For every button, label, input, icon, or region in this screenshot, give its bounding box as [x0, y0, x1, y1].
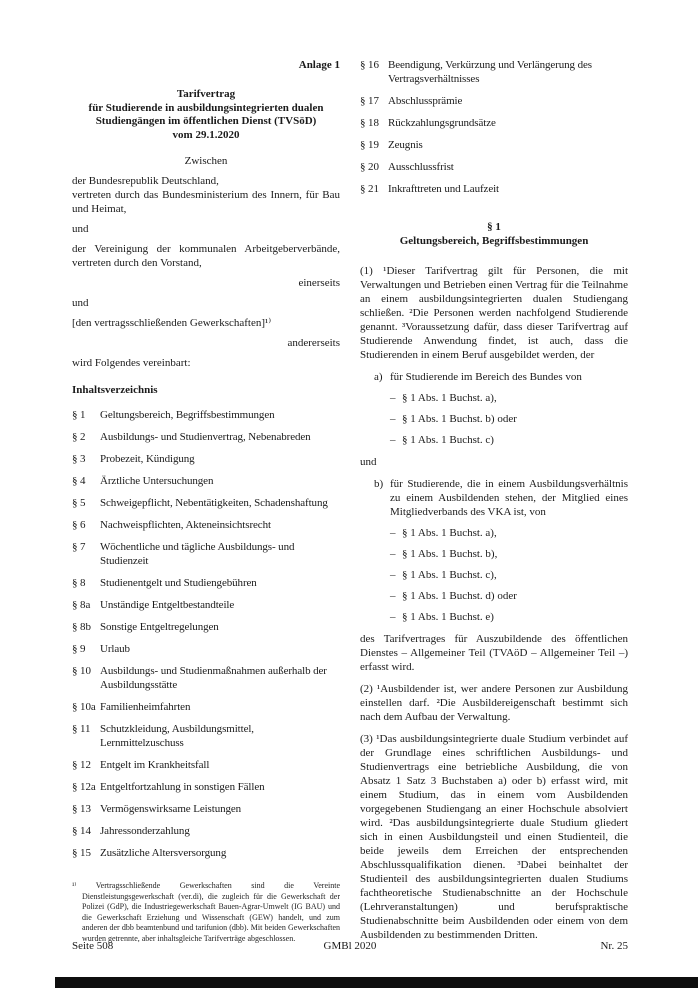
dash-list-item	[360, 526, 628, 540]
andererseits-label: andererseits	[287, 337, 340, 349]
document-title	[72, 88, 340, 142]
toc-entry	[360, 160, 628, 174]
closing-text: des Tarifvertrages für Auszubildende des öffentlichen Dienstes – Allgemeiner Teil (TVAöD – Allgemeiner Teil –) erfasst wird.	[360, 633, 628, 673]
toc-entry-label: Urlaub	[100, 643, 130, 655]
paragraph-text: ¹Ausbildender ist, wer andere Personen zur Ausbildung einstellen darf. ²Die Ausbildereigenschaft bestimmt sich nach dem Aufbau der Verwaltung.	[360, 683, 629, 723]
dash-icon: –	[390, 527, 396, 539]
toc-entry	[72, 802, 340, 816]
dash-text: § 1 Abs. 1 Buchst. b) oder	[402, 413, 517, 425]
toc-entry-number: § 7	[72, 541, 86, 553]
einerseits-label: einerseits	[298, 277, 340, 289]
dash-text: § 1 Abs. 1 Buchst. a),	[402, 527, 497, 539]
toc-entry-label: Ärztliche Untersuchungen	[100, 475, 214, 487]
letter-list-item	[360, 370, 628, 384]
toc-entry-label: Ausbildungs- und Studienmaßnahmen außerhalb der Ausbildungsstätte	[100, 665, 327, 691]
scan-artifact-bar	[55, 977, 698, 988]
toc-entry-number: § 15	[72, 847, 91, 859]
toc-entry-label: Familienheimfahrten	[100, 701, 191, 713]
toc-heading: Inhaltsverzeichnis	[72, 384, 158, 396]
toc-entry-label: Sonstige Entgeltregelungen	[100, 621, 219, 633]
toc-entry-number: § 2	[72, 431, 86, 443]
toc-entry-label: Ausschlussfrist	[388, 161, 454, 173]
dash-list-item	[360, 589, 628, 603]
footnote-block	[72, 871, 340, 944]
toc-entry	[360, 138, 628, 152]
dash-list-item	[360, 547, 628, 561]
toc-entry-label: Jahressonderzahlung	[100, 825, 190, 837]
toc-entry-number: § 10a	[72, 701, 96, 713]
section-body	[360, 256, 628, 942]
dash-text: § 1 Abs. 1 Buchst. b),	[402, 548, 498, 560]
dash-icon: –	[390, 392, 396, 404]
toc-entry-label: Geltungsbereich, Begriffsbestimmungen	[100, 409, 275, 421]
letter-list-item	[360, 477, 628, 519]
party-employers-association: der Vereinigung der kommunalen Arbeitgeberverbände, vertreten durch den Vorstand,	[72, 243, 340, 269]
toc-entry	[72, 430, 340, 444]
party-federal-line: der Bundesrepublik Deutschland,	[72, 175, 219, 187]
toc-entry	[72, 664, 340, 692]
dash-list-item	[360, 610, 628, 624]
toc-entry	[360, 94, 628, 108]
toc-entry-label: Abschlussprämie	[388, 95, 463, 107]
dash-text: § 1 Abs. 1 Buchst. c),	[402, 569, 497, 581]
paragraph-number: (2)	[360, 683, 373, 695]
toc-entry-label: Vermögenswirksame Leistungen	[100, 803, 242, 815]
party-federal-line: vertreten durch das Bundesministerium des Innern, für Bau und Heimat,	[72, 189, 340, 215]
toc-entry-number: § 19	[360, 139, 379, 151]
toc-entry	[72, 598, 340, 612]
section-number: § 1	[487, 221, 501, 233]
toc-entry-label: Zeugnis	[388, 139, 423, 151]
section-title: Geltungsbereich, Begriffsbestimmungen	[399, 235, 589, 247]
document-title-line: vom 29.1.2020	[172, 128, 240, 141]
dash-text: § 1 Abs. 1 Buchst. d) oder	[402, 590, 517, 602]
connector-und-2: und	[72, 297, 89, 309]
toc-entry-label: Zusätzliche Altersversorgung	[100, 847, 227, 859]
toc-entry-label: Ausbildungs- und Studienvertrag, Nebenabreden	[100, 431, 311, 443]
paragraph-number: (1)	[360, 265, 373, 277]
toc-entry-number: § 10	[72, 665, 91, 677]
document-title-line: Studiengängen im öffentlichen Dienst (TVSöD)	[95, 115, 317, 127]
toc-entry-label: Wöchentliche und tägliche Ausbildungs- und Studienzeit	[100, 541, 295, 567]
dash-text: § 1 Abs. 1 Buchst. c)	[402, 434, 494, 446]
footnote	[72, 881, 340, 944]
toc-entry	[72, 824, 340, 838]
toc-entry	[72, 540, 340, 568]
toc-entry-number: § 12	[72, 759, 91, 771]
toc-entry	[72, 642, 340, 656]
unions-placeholder: [den vertragsschließenden Gewerkschaften]¹⁾	[72, 317, 272, 329]
toc-entry-number: § 3	[72, 453, 86, 465]
toc-entry-label: Entgeltfortzahlung in sonstigen Fällen	[100, 781, 265, 793]
toc-entry-number: § 16	[360, 59, 379, 71]
dash-text: § 1 Abs. 1 Buchst. e)	[402, 611, 494, 623]
toc-entry-label: Inkrafttreten und Laufzeit	[388, 183, 500, 195]
toc-entry	[72, 408, 340, 422]
toc-entry-number: § 13	[72, 803, 91, 815]
toc-list-right	[360, 58, 628, 204]
footnote-marker: ¹⁾	[72, 881, 77, 890]
letter-marker: a)	[374, 371, 383, 383]
toc-entry-number: § 8a	[72, 599, 91, 611]
toc-entry-label: Probezeit, Kündigung	[100, 453, 195, 465]
toc-entry-label: Unständige Entgeltbestandteile	[100, 599, 235, 611]
toc-entry	[72, 846, 340, 860]
toc-entry-label: Entgelt im Krankheitsfall	[100, 759, 210, 771]
toc-entry-number: § 12a	[72, 781, 96, 793]
left-column	[72, 58, 340, 944]
toc-entry	[360, 58, 628, 86]
toc-entry-number: § 18	[360, 117, 379, 129]
footer-issue-number: Nr. 25	[600, 940, 628, 952]
paragraph	[360, 682, 628, 724]
paragraph	[360, 264, 628, 362]
dash-list-item	[360, 412, 628, 426]
toc-entry	[72, 496, 340, 510]
toc-entry-number: § 8	[72, 577, 86, 589]
two-column-layout	[72, 58, 628, 944]
toc-entry	[72, 780, 340, 794]
paragraph-text: ¹Das ausbildungsintegrierte duale Studium verbindet auf der Grundlage eines schriftlichen Ausbildungs- und Studienvertrags eine betriebliche Ausbildung, die von Absatz 1 Satz 3 Buchstaben a) oder b) erfasst wird, mit einem Studium, das in einem vom Ausbildenden vorgegebenen Studiengang an einer Hochschule absolviert wird. ²Das ausbildungsintegrierte duale Studium gliedert sich in einen Ausbildungsteil und einen Studienteil, die beide jeweils dem Erreichen der entsprechenden Abschlussqualifikation dienen. ³Dabei beinhaltet der Studienteil des ausbildungsintegrierten dualen Studiums fachtheoretische Studienabschnitte an der Hochschule (Lehrveranstaltungen) und berufspraktische Studienabschnitte beim Ausbildenden oder einem von dem Ausbildenden zu bestimmenden Dritten.	[360, 733, 628, 941]
paragraph-text: ¹Dieser Tarifvertrag gilt für Personen, die mit Verwaltungen und Betrieben einen Vertrag für die Teilnahme an einem ausbildungsintegrierten dualen Studiengang schließen. ²Die Personen werden nachfolgend Studierende genannt. ³Voraussetzung dafür, dass dieser Tarifvertrag auf Studierende Anwendung findet, ist auch, dass die Studierenden in einem Beruf ausgebildet werden, der	[360, 265, 629, 361]
toc-entry-label: Rückzahlungsgrundsätze	[388, 117, 496, 129]
toc-entry-number: § 14	[72, 825, 91, 837]
toc-entry-label: Schutzkleidung, Ausbildungsmittel, Lernmittelzuschuss	[100, 723, 254, 749]
toc-entry-number: § 4	[72, 475, 86, 487]
toc-entry-label: Beendigung, Verkürzung und Verlängerung des Vertragsverhältnisses	[388, 59, 592, 85]
letter-text: für Studierende, die in einem Ausbildungsverhältnis zu einem Ausbildenden stehen, der Mitglied eines Mitgliedverbands des VKA ist, von	[390, 478, 628, 518]
footer-page-number: Seite 508	[72, 940, 114, 952]
toc-entry	[72, 620, 340, 634]
annex-label: Anlage 1	[298, 59, 340, 71]
dash-list-item	[360, 433, 628, 447]
dash-icon: –	[390, 434, 396, 446]
letter-text: für Studierende im Bereich des Bundes von	[390, 371, 582, 383]
toc-entry	[72, 700, 340, 714]
dash-icon: –	[390, 590, 396, 602]
toc-entry-number: § 21	[360, 183, 379, 195]
toc-entry-number: § 20	[360, 161, 379, 173]
toc-entry-label: Schweigepflicht, Nebentätigkeiten, Schadenshaftung	[100, 497, 328, 509]
connector-und-1: und	[72, 223, 89, 235]
toc-entry-number: § 9	[72, 643, 86, 655]
toc-entry-label: Studienentgelt und Studiengebühren	[100, 577, 257, 589]
connector-text: und	[360, 456, 377, 468]
toc-entry-number: § 8b	[72, 621, 91, 633]
party-federal-government	[72, 174, 340, 216]
right-column	[360, 58, 628, 944]
toc-entry	[72, 722, 340, 750]
toc-list-left	[72, 408, 340, 868]
letter-marker: b)	[374, 478, 384, 490]
toc-entry	[72, 474, 340, 488]
paragraph	[360, 732, 628, 942]
toc-entry	[72, 518, 340, 532]
agreement-line: wird Folgendes vereinbart:	[72, 357, 191, 369]
toc-entry-number: § 6	[72, 519, 86, 531]
dash-icon: –	[390, 611, 396, 623]
toc-entry-number: § 1	[72, 409, 86, 421]
toc-entry	[72, 576, 340, 590]
toc-entry	[360, 182, 628, 196]
toc-entry-number: § 5	[72, 497, 86, 509]
dash-icon: –	[390, 569, 396, 581]
toc-entry-number: § 11	[72, 723, 91, 735]
section-heading	[360, 220, 628, 248]
dash-list-item	[360, 568, 628, 582]
page-footer	[72, 940, 628, 952]
footnote-text: Vertragsschließende Gewerkschaften sind die Vereinte Dienstleistungsgewerkschaft (ver.di), die zugleich für die Gewerkschaft der Polizei (GdP), die Industriegewerkschaft Bauen-Agrar-Umwelt (IG BAU) und die Gewerkschaft Erziehung und Wissenschaft (GEW) handelt, und zum anderen der dbb beamtenbund und tarifunion (dbb). Mit beiden Gewerkschaften wurden getrennte, aber inhaltsgleiche Tarifverträge abgeschlossen.	[82, 881, 340, 943]
dash-icon: –	[390, 413, 396, 425]
between-label: Zwischen	[184, 155, 228, 167]
dash-text: § 1 Abs. 1 Buchst. a),	[402, 392, 497, 404]
document-title-line: Tarifvertrag	[176, 88, 236, 100]
toc-entry	[72, 758, 340, 772]
toc-entry	[72, 452, 340, 466]
paragraph-number: (3)	[360, 733, 373, 745]
footer-journal-name: GMBl 2020	[323, 940, 377, 952]
toc-entry-number: § 17	[360, 95, 379, 107]
dash-list-item	[360, 391, 628, 405]
toc-entry-label: Nachweispflichten, Akteneinsichtsrecht	[100, 519, 271, 531]
dash-icon: –	[390, 548, 396, 560]
document-title-line: für Studierende in ausbildungsintegrierten dualen	[88, 101, 324, 114]
toc-entry	[360, 116, 628, 130]
